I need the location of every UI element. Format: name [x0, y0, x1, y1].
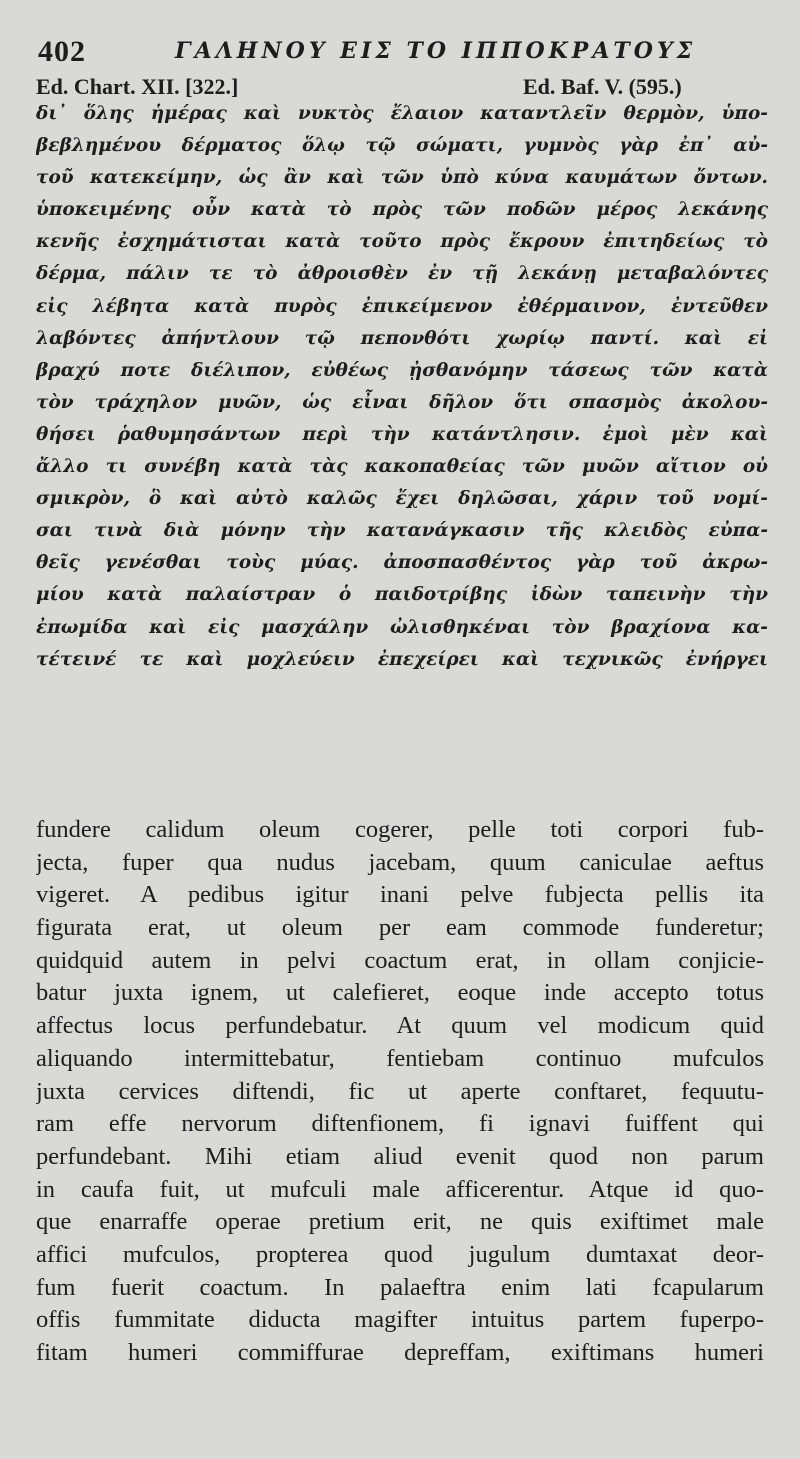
greek-line: ἐπωμίδα καὶ εἰς μασχάλην ὠλισθηκέναι τὸν βραχίονα κα-: [36, 616, 768, 638]
latin-text-block: [36, 814, 764, 1370]
latin-line: fitam humeri commiffurae depreffam, exiftimans humeri: [36, 1339, 764, 1366]
latin-line: fum fuerit coactum. In palaeftra enim lati fcapularum: [36, 1273, 764, 1301]
edition-reference-right: Ed. Baf. V. (595.): [523, 74, 682, 99]
latin-line: vigeret. A pedibus igitur inani pelve fubjecta pellis ita: [36, 881, 764, 909]
latin-line: jecta, fuper qua nudus jacebam, quum caniculae aeftus: [36, 848, 764, 876]
greek-line: λαβόντες ἀπήντλουν τῷ πεπονθότι χωρίῳ παντί. καὶ εἰ: [36, 327, 768, 349]
greek-line: τὸν τράχηλον μυῶν, ὡς εἶναι δῆλον ὅτι σπασμὸς ἀκολου-: [36, 391, 768, 413]
greek-line: δι᾽ ὅλης ἡμέρας καὶ νυκτὸς ἔλαιον καταντλεῖν θερμὸν, ὑπο-: [36, 103, 768, 124]
latin-line: affectus locus perfundebatur. At quum vel modicum quid: [36, 1012, 764, 1040]
greek-line: σαι τινὰ διὰ μόνην τὴν κατανάγκασιν τῆς κλειδὸς εὐπα-: [36, 520, 768, 542]
greek-line: κενῆς ἐσχημάτισται κατὰ τοῦτο πρὸς ἔκρουν ἐπιτηδείως τὸ: [36, 231, 768, 253]
latin-line: batur juxta ignem, ut calefieret, eoque inde accepto totus: [36, 979, 764, 1007]
edition-reference-left: Ed. Chart. XII. [322.]: [36, 74, 239, 99]
greek-line: ὑποκειμένης οὖν κατὰ τὸ πρὸς τῶν ποδῶν μέρος λεκάνης: [36, 199, 768, 221]
latin-line: perfundebant. Mihi etiam aliud evenit quod non parum: [36, 1142, 764, 1170]
greek-line: σμικρὸν, ὃ καὶ αὐτὸ καλῶς ἔχει δηλῶσαι, χάριν τοῦ νομί-: [36, 488, 768, 510]
latin-line: affici mufculos, propterea quod jugulum dumtaxat deor-: [36, 1240, 764, 1268]
latin-line: juxta cervices diftendi, fic ut aperte conftaret, fequutu-: [36, 1077, 764, 1105]
running-title: ΓΑΛΗΝΟΥ ΕΙΣ ΤΟ ΙΠΠΟΚΡΑΤΟΥΣ: [175, 38, 697, 64]
greek-line: τέτεινέ τε καὶ μοχλεύειν ἐπεχείρει καὶ τεχνικῶς ἐνήργει: [36, 648, 768, 670]
latin-line: offis fummitate diducta magifter intuitus partem fuperpo-: [36, 1306, 764, 1334]
greek-line: θεῖς γενέσθαι τοὺς μύας. ἀποσπασθέντος γὰρ τοῦ ἀκρω-: [36, 552, 768, 574]
latin-line: fundere calidum oleum cogerer, pelle toti corpori fub-: [36, 816, 764, 843]
greek-text-block: [36, 98, 768, 676]
greek-line: εἰς λέβητα κατὰ πυρὸς ἐπικείμενον ἐθέρμαινον, ἐντεῦθεν: [36, 295, 768, 317]
greek-line: βεβλημένου δέρματος ὅλῳ τῷ σώματι, γυμνὸς γὰρ ἐπ᾽ αὐ-: [36, 135, 768, 157]
greek-line: δέρμα, πάλιν τε τὸ ἀθροισθὲν ἐν τῇ λεκάνῃ μεταβαλόντες: [36, 263, 768, 285]
latin-line: ram effe nervorum diftenfionem, fi ignavi fuiffent qui: [36, 1110, 764, 1138]
latin-line: figurata erat, ut oleum per eam commode funderetur;: [36, 914, 764, 942]
greek-line: ἄλλο τι συνέβη κατὰ τὰς κακοπαθείας τῶν μυῶν αἴτιον οὐ: [36, 456, 768, 478]
latin-line: quidquid autem in pelvi coactum erat, in ollam conjicie-: [36, 946, 764, 974]
greek-line: μίου κατὰ παλαίστραν ὁ παιδοτρίβης ἰδὼν ταπεινὴν τὴν: [36, 584, 768, 606]
greek-line: τοῦ κατεκείμην, ὡς ἂν καὶ τῶν ὑπὸ κύνα καυμάτων ὄντων.: [36, 167, 768, 189]
latin-line: in caufa fuit, ut mufculi male afficerentur. Atque id quo-: [36, 1175, 764, 1203]
greek-line: θήσει ῥαθυμησάντων περὶ τὴν κατάντλησιν. ἐμοὶ μὲν καὶ: [36, 423, 768, 445]
latin-line: aliquando intermittebatur, fentiebam continuo mufculos: [36, 1044, 764, 1072]
page-number: 402: [38, 35, 86, 68]
greek-line: βραχύ ποτε διέλιπον, εὐθέως ᾐσθανόμην τάσεως τῶν κατὰ: [36, 359, 768, 381]
latin-line: que enarraffe operae pretium erit, ne quis exiftimet male: [36, 1208, 764, 1236]
